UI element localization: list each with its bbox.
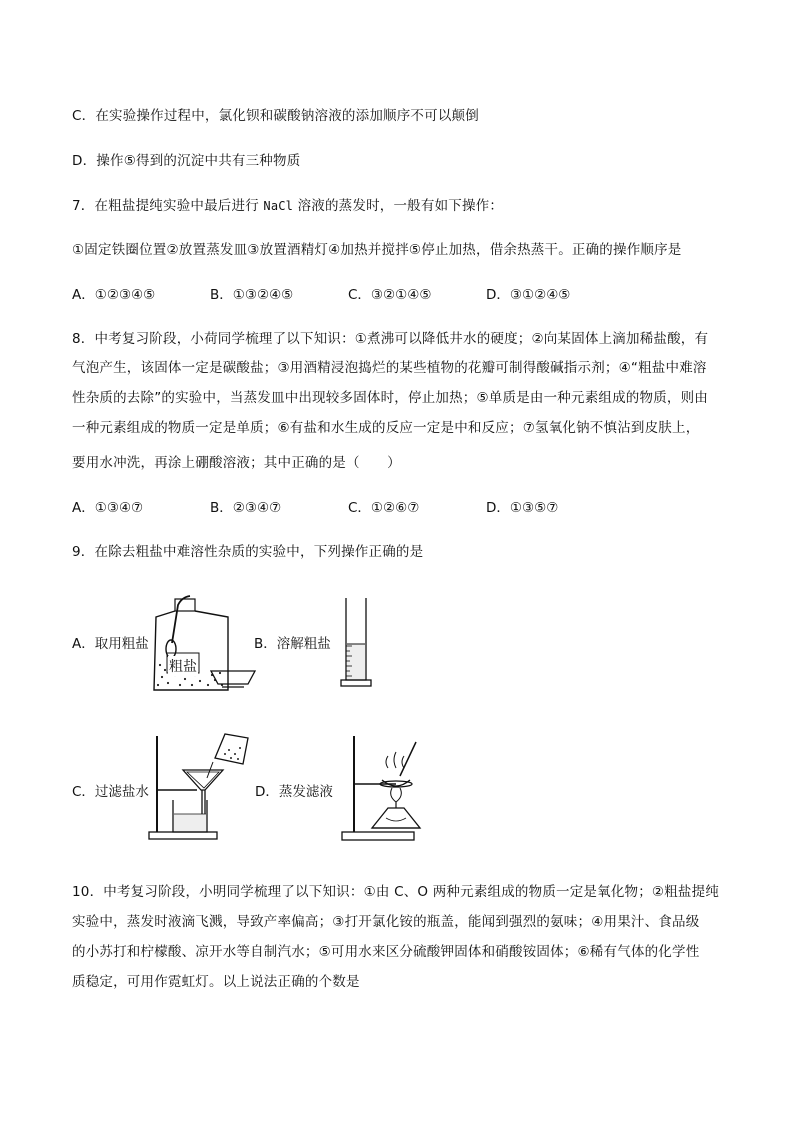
q9-stem: 9．在除去粗盐中难溶性杂质的实验中，下列操作正确的是 (72, 544, 424, 560)
q9-option-c-label: C．过滤盐水 (72, 784, 149, 800)
q9-option-a-label: A．取用粗盐 (72, 636, 149, 652)
q7-stem-pre: 7．在粗盐提纯实验中最后进行 (72, 198, 264, 214)
graduated-cylinder-figure (338, 596, 374, 690)
q6-option-c: C．在实验操作过程中，氯化钡和碳酸钠溶液的添加顺序不可以颠倒 (72, 108, 479, 124)
q8-option-c: C．①②⑥⑦ (348, 500, 420, 516)
q10-line-4: 质稳定，可用作霓虹灯。以上说法正确的个数是 (72, 974, 360, 990)
q10-line-2: 实验中，蒸发时液滴飞溅，导致产率偏高；③打开氯化铵的瓶盖，能闻到强烈的氨味；④用果汁、食品级 (72, 914, 700, 930)
q7-steps: ①固定铁圈位置②放置蒸发皿③放置酒精灯④加热并搅拌⑤停止加热，借余热蒸干。正确的操作顺序是 (72, 242, 682, 258)
q7-stem (72, 194, 503, 214)
evaporating-dish-figure (210, 668, 256, 688)
q8-line-4: 一种元素组成的物质一定是单质；⑥有盐和水生成的反应一定是中和反应；⑦氢氧化钠不慎沾到皮肤上， (72, 420, 700, 436)
q10-line-3: 的小苏打和柠檬酸、凉开水等自制汽水；⑤可用水来区分硫酸钾固体和硝酸铵固体；⑥稀有气体的化学性 (72, 944, 700, 960)
jar-label: 粗盐 (168, 656, 198, 676)
q8-line-2: 气泡产生，该固体一定是碳酸盐；③用酒精浸泡捣烂的某些植物的花瓣可制得酸碱指示剂；④“粗盐中难溶 (72, 360, 707, 376)
q7-stem-formula: NaCl (263, 199, 294, 213)
q8-line-3: 性杂质的去除”的实验中，当蒸发皿中出现较多固体时，停止加热；⑤单质是由一种元素组成的物质，则由 (72, 390, 708, 406)
q7-option-b: B．①③②④⑤ (210, 287, 294, 303)
q8-line-1: 8．中考复习阶段，小荷同学梳理了以下知识：①煮沸可以降低井水的硬度；②向某固体上滴加稀盐酸，有 (72, 331, 709, 347)
q9-option-b-label: B．溶解粗盐 (254, 636, 331, 652)
q6-option-d: D．操作⑤得到的沉淀中共有三种物质 (72, 153, 301, 169)
q7-option-d: D．③①②④⑤ (486, 287, 571, 303)
q7-stem-post: 溶液的蒸发时，一般有如下操作： (293, 198, 504, 214)
q10-line-1: 10．中考复习阶段，小明同学梳理了以下知识：①由 C、O 两种元素组成的物质一定是氧化物；②粗盐提纯 (72, 884, 720, 900)
q9-option-d-label: D．蒸发滤液 (255, 784, 333, 800)
q8-line-5: 要用水冲洗，再涂上硼酸溶液；其中正确的是（ ） (72, 455, 401, 471)
q8-option-a: A．①③④⑦ (72, 500, 144, 516)
filtration-setup-figure (145, 728, 255, 843)
evaporation-setup-figure (340, 732, 440, 844)
q7-option-c: C．③②①④⑤ (348, 287, 432, 303)
q7-option-a: A．①②③④⑤ (72, 287, 156, 303)
q8-option-d: D．①③⑤⑦ (486, 500, 559, 516)
q8-option-b: B．②③④⑦ (210, 500, 282, 516)
